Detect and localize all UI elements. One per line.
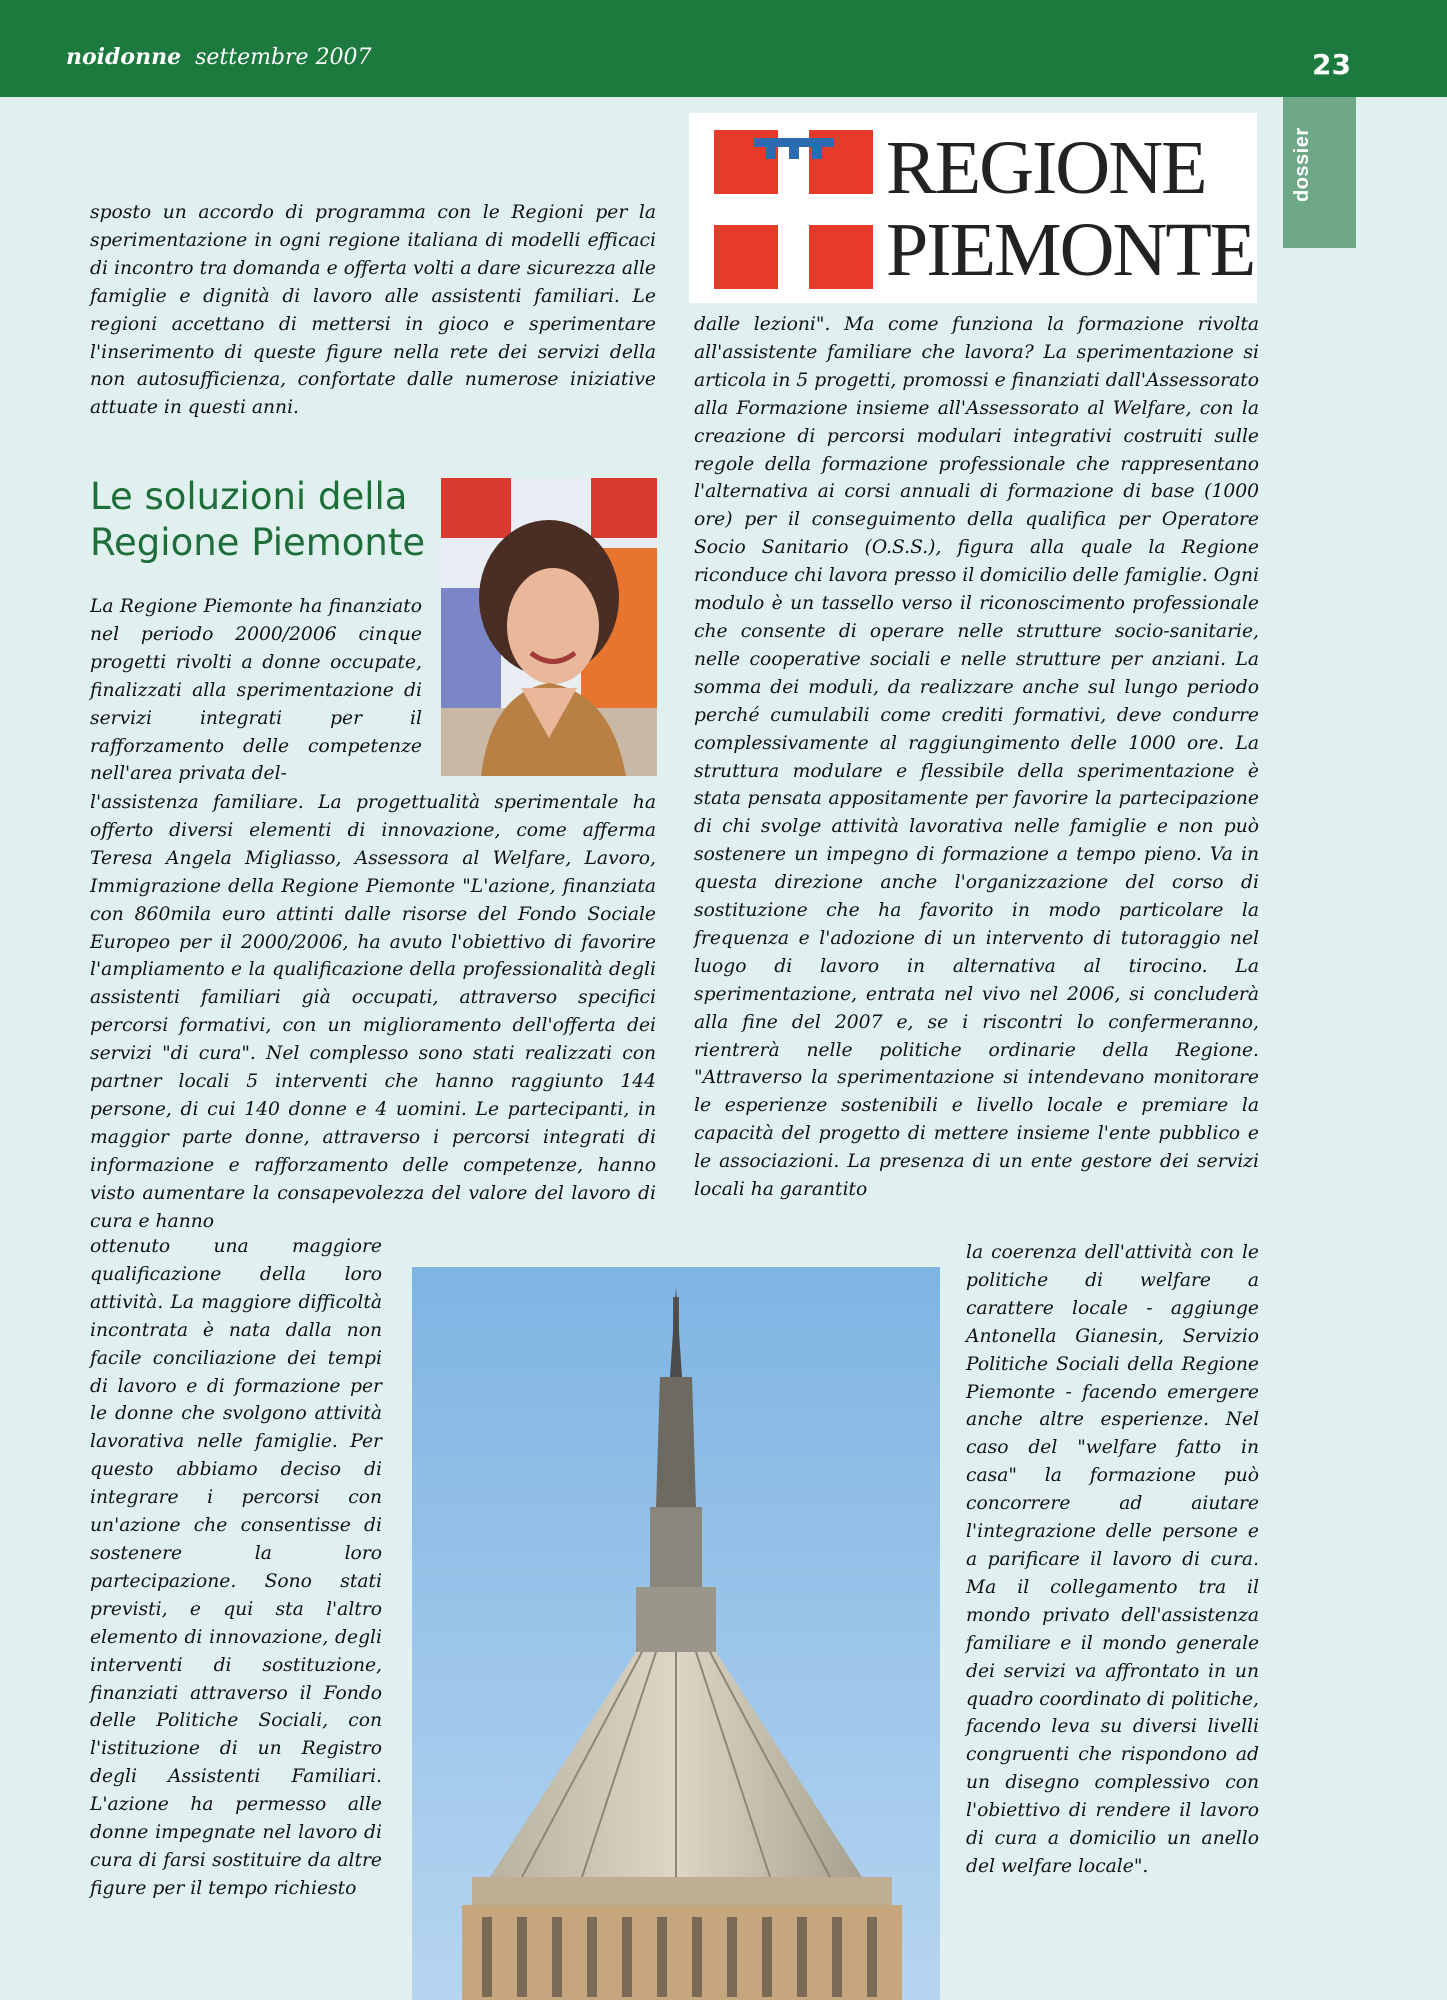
magazine-masthead	[66, 44, 372, 70]
section-tab	[1283, 97, 1356, 248]
logo-line-2: PIEMONTE	[886, 208, 1255, 292]
portrait-image	[441, 478, 657, 776]
regione-cross-emblem-icon	[714, 130, 873, 289]
mole-antonelliana-image	[412, 1267, 940, 2000]
article-intro-paragraph: sposto un accordo di programma con le Regioni per la sperimentazione in ogni regione italiana di modelli efficaci di incontro tra domanda e offerta volti a dare sicurezza alle famiglie e dignità di lavoro alle assistenti familiari. Le regioni accettano di mettersi in gioco e sperimentare l'inserimento di queste figure nella rete dei servizi della non autosufficienza, confortate dalle numerose iniziative attuate in questi anni.	[90, 202, 656, 419]
article-heading: Le soluzioni della Regione Piemonte	[90, 475, 426, 564]
section-tab-label: dossier	[1291, 127, 1313, 202]
issue-date: settembre 2007	[195, 45, 372, 70]
page-number: 23	[1312, 48, 1351, 81]
article-lead-paragraph: La Regione Piemonte ha finanziato nel periodo 2000/2006 cinque progetti rivolti a donne occupate, finalizzati alla sperimentazione di servizi integrati per il rafforzamento delle competenze nell'area privata del-	[90, 596, 422, 785]
logo-wordmark	[886, 127, 1254, 291]
article-left-wrap-paragraph: ottenuto una maggiore qualificazione della loro attività. La maggiore difficoltà incontrata è nata dalla non facile conciliazione dei tempi di lavoro e di formazione per le donne che svolgono attività lavorativa nelle famiglie. Per questo abbiamo deciso di integrare i percorsi con un'azione che consentisse di sostenere la loro partecipazione. Sono stati previsti, e qui sta l'altro elemento di innovazione, degli interventi di sostituzione, finanziati attraverso il Fondo delle Politiche Sociali, con l'istituzione di un Registro degli Assistenti Familiari. L'azione ha permesso alle donne impegnate nel lavoro di cura di farsi sostituire da altre figure per il tempo richiesto	[90, 1236, 382, 1899]
article-right-wrap-paragraph: la coerenza dell'attività con le politiche di welfare a carattere locale - aggiunge Antonella Gianesin, Servizio Politiche Sociali della Regione Piemonte - facendo emergere anche altre esperienze. Nel caso del "welfare fatto in casa" la formazione può concorrere ad aiutare l'integrazione delle persone e a parificare il lavoro di cura. Ma il collegamento tra il mondo privato dell'assistenza familiare e il mondo generale dei servizi va affrontato in un quadro coordinato di politiche, facendo leva su diversi livelli congruenti che rispondono ad un disegno complessivo con l'obiettivo di rendere il lavoro di cura a domicilio un anello del welfare locale".	[966, 1242, 1259, 1877]
article-body-paragraph: l'assistenza familiare. La progettualità sperimentale ha offerto diversi elementi di innovazione, come afferma Teresa Angela Migliasso, Assessora al Welfare, Lavoro, Immigrazione della Regione Piemonte "L'azione, finanziata con 860mila euro attinti dalle risorse del Fondo Sociale Europeo per il 2000/2006, ha avuto l'obiettivo di favorire l'ampliamento e la qualificazione della professionalità degli assistenti familiari già occupati, attraverso specifici percorsi formativi, con un miglioramento dell'offerta dei servizi "di cura". Nel complesso sono stati realizzati con partner locali 5 interventi che hanno raggiunto 144 persone, di cui 140 donne e 4 uomini. Le partecipanti, in maggior parte donne, attraverso i percorsi integrati di informazione e rafforzamento delle competenze, hanno visto aumentare la consapevolezza del valore del lavoro di cura e hanno	[90, 792, 656, 1232]
regione-piemonte-logo	[689, 113, 1257, 303]
portrait-photo	[441, 478, 657, 776]
logo-line-1: REGIONE	[886, 126, 1206, 210]
article-column-2-paragraph: dalle lezioni". Ma come funziona la formazione rivolta all'assistente familiare che lavora? La sperimentazione si articola in 5 progetti, promossi e finanziati dall'Assessorato alla Formazione insieme all'Assessorato al Welfare, con la creazione di percorsi modulari integrativi costruiti sulle regole della formazione professionale che rappresentano l'alternativa ai corsi annuali di formazione di base (1000 ore) per il conseguimento della qualifica per Operatore Socio Sanitario (O.S.S.), figura alla quale la Regione riconduce chi lavora presso il domicilio delle famiglie. Ogni modulo è un tassello verso il riconoscimento professionale che consente di operare nelle strutture socio-sanitarie, nelle cooperative sociali e nelle strutture per anziani. La somma dei moduli, da realizzare anche sul lungo periodo perché cumulabili come crediti formativi, deve condurre complessivamente al raggiungimento delle 1000 ore. La struttura modulare e flessibile della sperimentazione è stata pensata appositamente per favorire la partecipazione di chi svolge attività lavorativa nelle famiglie e non può sostenere un impegno di formazione a tempo pieno. Va in questa direzione anche l'organizzazione del corso di sostituzione che ha favorito in modo particolare la frequenza e l'adozione di un intervento di tutoraggio nel luogo di lavoro in alternativa al tirocino. La sperimentazione, entrata nel vivo nel 2006, si concluderà alla fine del 2007 e, se i riscontri lo confermeranno, rientrerà nelle politiche ordinarie della Regione. "Attraverso la sperimentazione si intendevano monitorare le esperienze sostenibili e livello locale e premiare la capacità del progetto di mettere insieme l'ente pubblico e le associazioni. La presenza di un ente gestore dei servizi locali ha garantito	[694, 314, 1259, 1201]
magazine-name: noidonne	[66, 44, 182, 70]
mole-antonelliana-photo	[412, 1267, 940, 2000]
